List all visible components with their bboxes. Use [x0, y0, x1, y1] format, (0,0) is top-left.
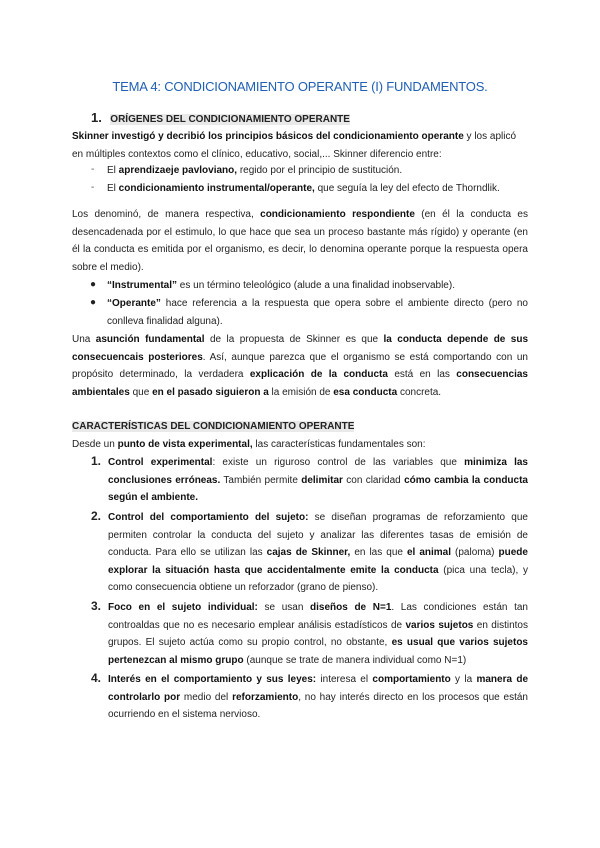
bullet-text: es un término teleológico (alude a una finalidad inobservable). — [177, 280, 455, 291]
bold-text: es usual que varios sujetos pertenezcan al mismo grupo — [108, 637, 528, 666]
list-item — [108, 671, 528, 724]
dash-item-post: regido por el principio de sustitución. — [237, 165, 403, 176]
text: Una — [72, 334, 96, 345]
text: Los denominó, de manera respectiva, — [72, 209, 261, 220]
bold-text: manera de controlarlo por — [108, 674, 529, 703]
text: Desde un — [72, 439, 118, 450]
bold-text: punto de vista experimental, — [117, 439, 253, 450]
text: se usan — [257, 602, 311, 613]
bold-text: comportamiento — [372, 674, 451, 685]
dash-item-post: que seguía la ley del efecto de Thorndlik. — [314, 183, 500, 194]
text: , no hay interés directo en los procesos que están ocurriendo en el sistema nervioso. — [108, 691, 528, 720]
bold-text: varios sujetos — [405, 619, 474, 631]
bullet-bold: “Operante” — [107, 298, 161, 309]
list-item — [108, 509, 528, 597]
bold-text: la conducta depende de sus consecuencais posteriores — [72, 334, 529, 363]
bold-text: reforzamiento — [232, 691, 299, 703]
dash-item — [107, 162, 527, 180]
bullet-text: hace referencia a la respuesta que opera sobre el ambiente directo (pero no conlleva finalidad alguna). — [107, 298, 528, 327]
text: (pica una tecla), y como consecuencia obtiene un reforzador (grano de pienso). — [108, 564, 528, 593]
bold-text: Control del comportamiento del sujeto: — [108, 512, 309, 523]
bold-text: condicionamiento respondiente — [260, 209, 415, 220]
dash-marker: - — [91, 182, 95, 193]
dash-item-bold: condicionamiento instrumental/operante, — [118, 183, 315, 194]
text: (aunque se trate de manera individual como N=1) — [243, 654, 467, 666]
text: . Así, aunque parezca que el organismo se está comportando con un propósito determinado, la verdadera — [72, 351, 528, 380]
dash-item-pre: El — [107, 183, 119, 194]
text: con claridad — [342, 474, 405, 486]
item-number: 1. — [91, 454, 102, 468]
bold-text: el animal — [406, 547, 452, 558]
bold-text: cajas de Skinner, — [266, 547, 351, 558]
bold-text: Interés en el comportamiento y sus leyes: — [108, 674, 317, 685]
bold-text: minimiza las conclusiones erróneas. — [108, 457, 528, 486]
bold-text: cómo cambia la conducta según el ambiente. — [108, 474, 528, 503]
page-title: TEMA 4: CONDICIONAMIENTO OPERANTE (I) FUNDAMENTOS. — [112, 79, 488, 94]
section1-heading — [91, 109, 350, 127]
list-item — [108, 454, 528, 507]
dash-item-pre: El — [107, 165, 119, 176]
text: También permite — [220, 474, 302, 486]
text: (en él la conducta es desencadenada por el estimulo, lo que hace que sea un proceso bastante más rígido) y operante (en él la conducta es emitida por el organismo, es decir, lo denomina operante porque la respuesta opera sobre el medio). — [72, 209, 528, 273]
bold-text: esa conducta — [333, 386, 398, 398]
bold-text: puede explorar la situación hasta que accidentalmente emite la conducta — [108, 547, 528, 576]
text: (paloma) — [451, 547, 499, 558]
paragraph-asuncion — [72, 331, 528, 401]
item-number: 3. — [91, 599, 102, 613]
bullet-bold: “Instrumental” — [107, 280, 178, 291]
text: las características fundamentales son: — [252, 439, 426, 450]
section2-heading: CARACTERÍSTICAS DEL CONDICIONAMIENTO OPERANTE — [72, 421, 355, 432]
section1-intro — [72, 128, 528, 163]
text: medio del — [180, 691, 233, 703]
text: la emisión de — [268, 386, 334, 398]
bold-text: en el pasado siguieron a — [152, 386, 269, 398]
bold-text: explicación de la conducta — [249, 369, 388, 380]
text: está en las — [387, 369, 457, 380]
text: de la propuesta de Skinner es que — [204, 334, 384, 345]
bullet-item — [107, 295, 528, 330]
section2-intro — [72, 436, 528, 454]
intro-rest: y los aplicó en múltiples contextos como el clínico, educativo, social,... Skinner diferencio entre: — [72, 131, 517, 160]
bold-text: Control experimental — [108, 457, 213, 468]
intro-bold: Skinner investigó y decribió los principios básicos del condicionamiento operante — [72, 131, 464, 142]
bold-text: delimitar — [301, 474, 343, 486]
text: en las que — [350, 547, 407, 558]
text: y la — [450, 674, 477, 685]
section1-number: 1. — [91, 110, 102, 125]
text: : existe un riguroso control de las variables que — [212, 457, 465, 468]
text: se diseñan programas de reforzamiento que permiten controlar la conducta del sujeto y analizar las diferentes tasas de emisión de conducta. Para ello se utilizan las — [108, 512, 528, 558]
text: concreta. — [397, 386, 442, 398]
bold-text: diseños de N=1 — [310, 602, 392, 613]
bold-text: Foco en el sujeto individual: — [108, 602, 258, 613]
bullet-dot: ● — [90, 297, 97, 308]
bold-text: consecuencias ambientales — [72, 369, 528, 398]
dash-item — [107, 180, 527, 198]
bullet-item — [107, 277, 528, 295]
dash-item-bold: aprendizaeje pavloviano, — [118, 165, 238, 176]
dash-marker: - — [91, 164, 95, 175]
bullet-dot: ● — [90, 279, 97, 290]
text: que — [129, 386, 153, 398]
list-item — [108, 599, 528, 669]
section1-title: ORÍGENES DEL CONDICIONAMIENTO OPERANTE — [110, 114, 350, 125]
text: en distintos grupos. El sujeto actúa como su propio control, no obstante, — [108, 619, 528, 648]
item-number: 4. — [91, 671, 102, 685]
bold-text: asunción fundamental — [95, 334, 205, 345]
paragraph-denomino — [72, 206, 528, 276]
text: interesa el — [316, 674, 373, 685]
item-number: 2. — [91, 509, 102, 523]
text: . Las condiciones están tan controaldas que no es necesario emplear análisis estadísticos de — [108, 602, 528, 631]
